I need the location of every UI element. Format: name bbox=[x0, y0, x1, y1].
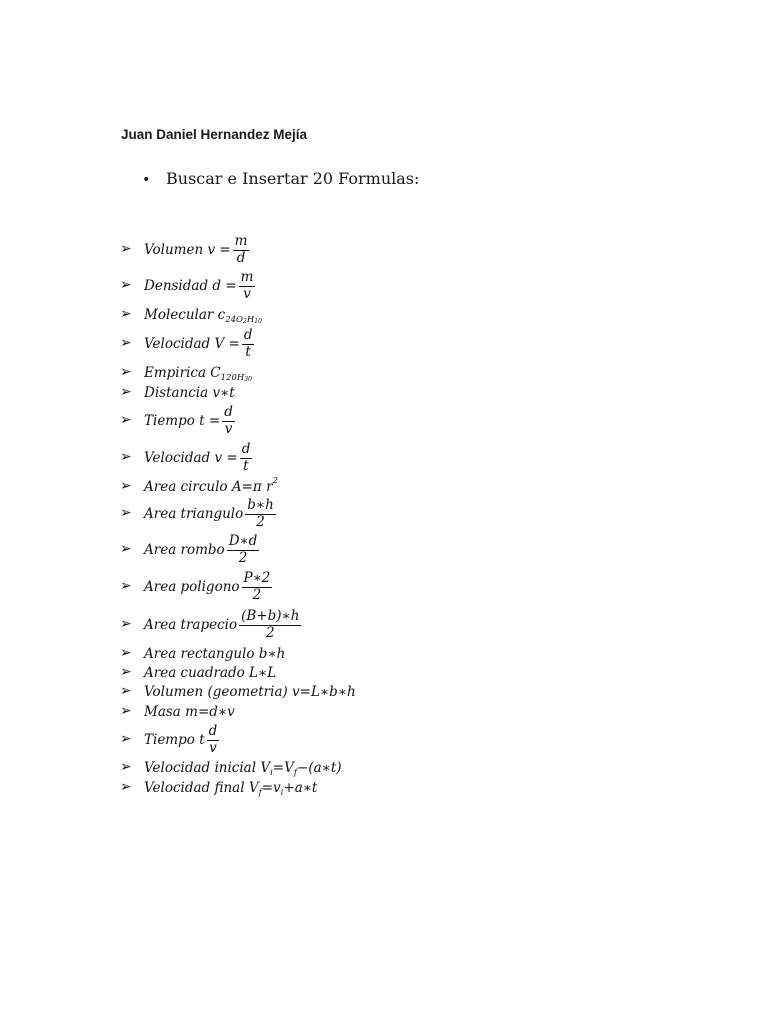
fraction-denominator: 2 bbox=[245, 514, 276, 531]
formula-label: Tiempo bbox=[144, 732, 195, 748]
formula-label: Area triangulo bbox=[144, 506, 244, 522]
formula-subscript: 10 bbox=[254, 317, 262, 325]
arrow-bullet-icon: ➢ bbox=[120, 306, 132, 322]
arrow-bullet-icon: ➢ bbox=[120, 505, 132, 521]
arrow-bullet-icon: ➢ bbox=[120, 645, 132, 661]
formula-label: Area poligono bbox=[144, 579, 240, 595]
arrow-bullet-icon: ➢ bbox=[120, 478, 132, 494]
formula-lhs: v = bbox=[214, 450, 238, 466]
fraction-denominator: 2 bbox=[242, 587, 273, 604]
formula-label: Velocidad bbox=[144, 450, 211, 466]
section-heading bbox=[142, 169, 419, 188]
arrow-bullet-icon: ➢ bbox=[120, 541, 132, 557]
formula-lhs: d = bbox=[212, 278, 237, 294]
arrow-bullet-icon: ➢ bbox=[120, 779, 132, 795]
formula-base: c bbox=[217, 307, 226, 323]
fraction-numerator: d bbox=[224, 403, 233, 420]
formula-label: Velocidad inicial bbox=[144, 760, 257, 776]
formula-label: Area rectangulo bbox=[144, 646, 255, 662]
formula-subscript: 2 bbox=[243, 317, 247, 325]
fraction bbox=[240, 442, 253, 474]
arrow-bullet-icon: ➢ bbox=[120, 664, 132, 680]
formula-label: Velocidad bbox=[144, 336, 211, 352]
fraction-numerator: d bbox=[208, 722, 218, 739]
formula-expression: (geometria) v=L∗b∗h bbox=[207, 684, 356, 700]
fraction-numerator: b∗h bbox=[247, 496, 274, 513]
formula-subscript: i bbox=[270, 768, 273, 778]
fraction-denominator: v bbox=[239, 286, 256, 303]
formula-superscript: 2 bbox=[272, 476, 278, 486]
formula-subscript: 120H bbox=[220, 373, 245, 383]
fraction bbox=[239, 609, 301, 641]
formula-label: Tiempo bbox=[144, 413, 195, 429]
formula-lhs: V = bbox=[214, 336, 240, 352]
formula-lhs: t bbox=[199, 732, 205, 748]
formula-base: C bbox=[210, 365, 221, 381]
fraction-numerator: d bbox=[241, 440, 251, 457]
formula-expression: b∗h bbox=[258, 646, 286, 662]
arrow-bullet-icon: ➢ bbox=[120, 683, 132, 699]
formula-subscript: H bbox=[246, 315, 255, 325]
arrow-bullet-icon: ➢ bbox=[120, 364, 132, 380]
fraction-numerator: D∗d bbox=[228, 532, 258, 549]
formula-subscript: f bbox=[258, 788, 262, 798]
formula-subscript: 30 bbox=[244, 375, 252, 383]
formula-lhs: t = bbox=[199, 413, 221, 429]
fraction-numerator: P∗2 bbox=[243, 569, 271, 586]
arrow-bullet-icon: ➢ bbox=[120, 241, 132, 257]
fraction bbox=[242, 328, 255, 360]
arrow-bullet-icon: ➢ bbox=[120, 449, 132, 465]
fraction-denominator: d bbox=[233, 250, 250, 267]
formula-label: Masa bbox=[144, 704, 181, 720]
arrow-bullet-icon: ➢ bbox=[120, 277, 132, 293]
fraction-numerator: (B+b)∗h bbox=[241, 607, 300, 624]
arrow-bullet-icon: ➢ bbox=[120, 759, 132, 775]
fraction bbox=[207, 724, 220, 756]
formula-label: Area cuadrado bbox=[144, 665, 245, 681]
formula-label: Empirica bbox=[144, 365, 206, 381]
formula-label: Volumen bbox=[144, 242, 204, 258]
fraction-denominator: v bbox=[207, 740, 220, 757]
arrow-bullet-icon: ➢ bbox=[120, 412, 132, 428]
formula-expression: m=d∗v bbox=[185, 704, 235, 720]
formula-label: Area circulo bbox=[144, 479, 228, 495]
fraction bbox=[242, 571, 273, 603]
section-heading-text: Buscar e Insertar 20 Formulas: bbox=[166, 169, 420, 188]
fraction-numerator: d bbox=[243, 326, 253, 343]
fraction-denominator: t bbox=[240, 458, 253, 475]
formula-expression: V bbox=[248, 780, 259, 796]
bullet-dot-icon: • bbox=[142, 172, 151, 188]
fraction bbox=[222, 405, 235, 437]
fraction-denominator: v bbox=[222, 421, 235, 438]
formula-label: Densidad bbox=[144, 278, 209, 294]
formula-subscript: i bbox=[280, 788, 284, 798]
fraction bbox=[239, 270, 256, 302]
fraction-denominator: 2 bbox=[239, 625, 301, 642]
formula-label: Area rombo bbox=[144, 542, 225, 558]
arrow-bullet-icon: ➢ bbox=[120, 703, 132, 719]
arrow-bullet-icon: ➢ bbox=[120, 384, 132, 400]
formula-expression: v∗t bbox=[212, 385, 235, 401]
formula-expression: V bbox=[260, 760, 271, 776]
fraction bbox=[233, 234, 250, 266]
formula-expression: A=π r bbox=[231, 479, 273, 495]
author-name: Juan Daniel Hernandez Mejía bbox=[121, 127, 308, 142]
formula-label: Distancia bbox=[144, 385, 209, 401]
formula-label: Molecular bbox=[144, 307, 214, 323]
fraction bbox=[227, 534, 260, 566]
fraction-denominator: t bbox=[242, 344, 255, 361]
arrow-bullet-icon: ➢ bbox=[120, 335, 132, 351]
fraction-numerator: m bbox=[234, 232, 248, 249]
formula-label: Velocidad final bbox=[144, 780, 245, 796]
fraction-numerator: m bbox=[240, 268, 254, 285]
fraction bbox=[245, 498, 276, 530]
formula-expression: +a∗t bbox=[283, 780, 318, 796]
arrow-bullet-icon: ➢ bbox=[120, 578, 132, 594]
formula-expression: L∗L bbox=[249, 665, 277, 681]
arrow-bullet-icon: ➢ bbox=[120, 731, 132, 747]
formula-subscript: 24O bbox=[225, 315, 243, 325]
formula-expression: =v bbox=[261, 780, 281, 796]
formula-lhs: v = bbox=[207, 242, 231, 258]
arrow-bullet-icon: ➢ bbox=[120, 616, 132, 632]
formula-subscript: f bbox=[293, 768, 298, 778]
fraction-denominator: 2 bbox=[227, 550, 260, 567]
formula-label: Volumen bbox=[144, 684, 204, 700]
formula-expression: −(a∗t) bbox=[297, 760, 342, 776]
formula-expression: =V bbox=[272, 760, 294, 776]
formula-label: Area trapecio bbox=[144, 617, 238, 633]
